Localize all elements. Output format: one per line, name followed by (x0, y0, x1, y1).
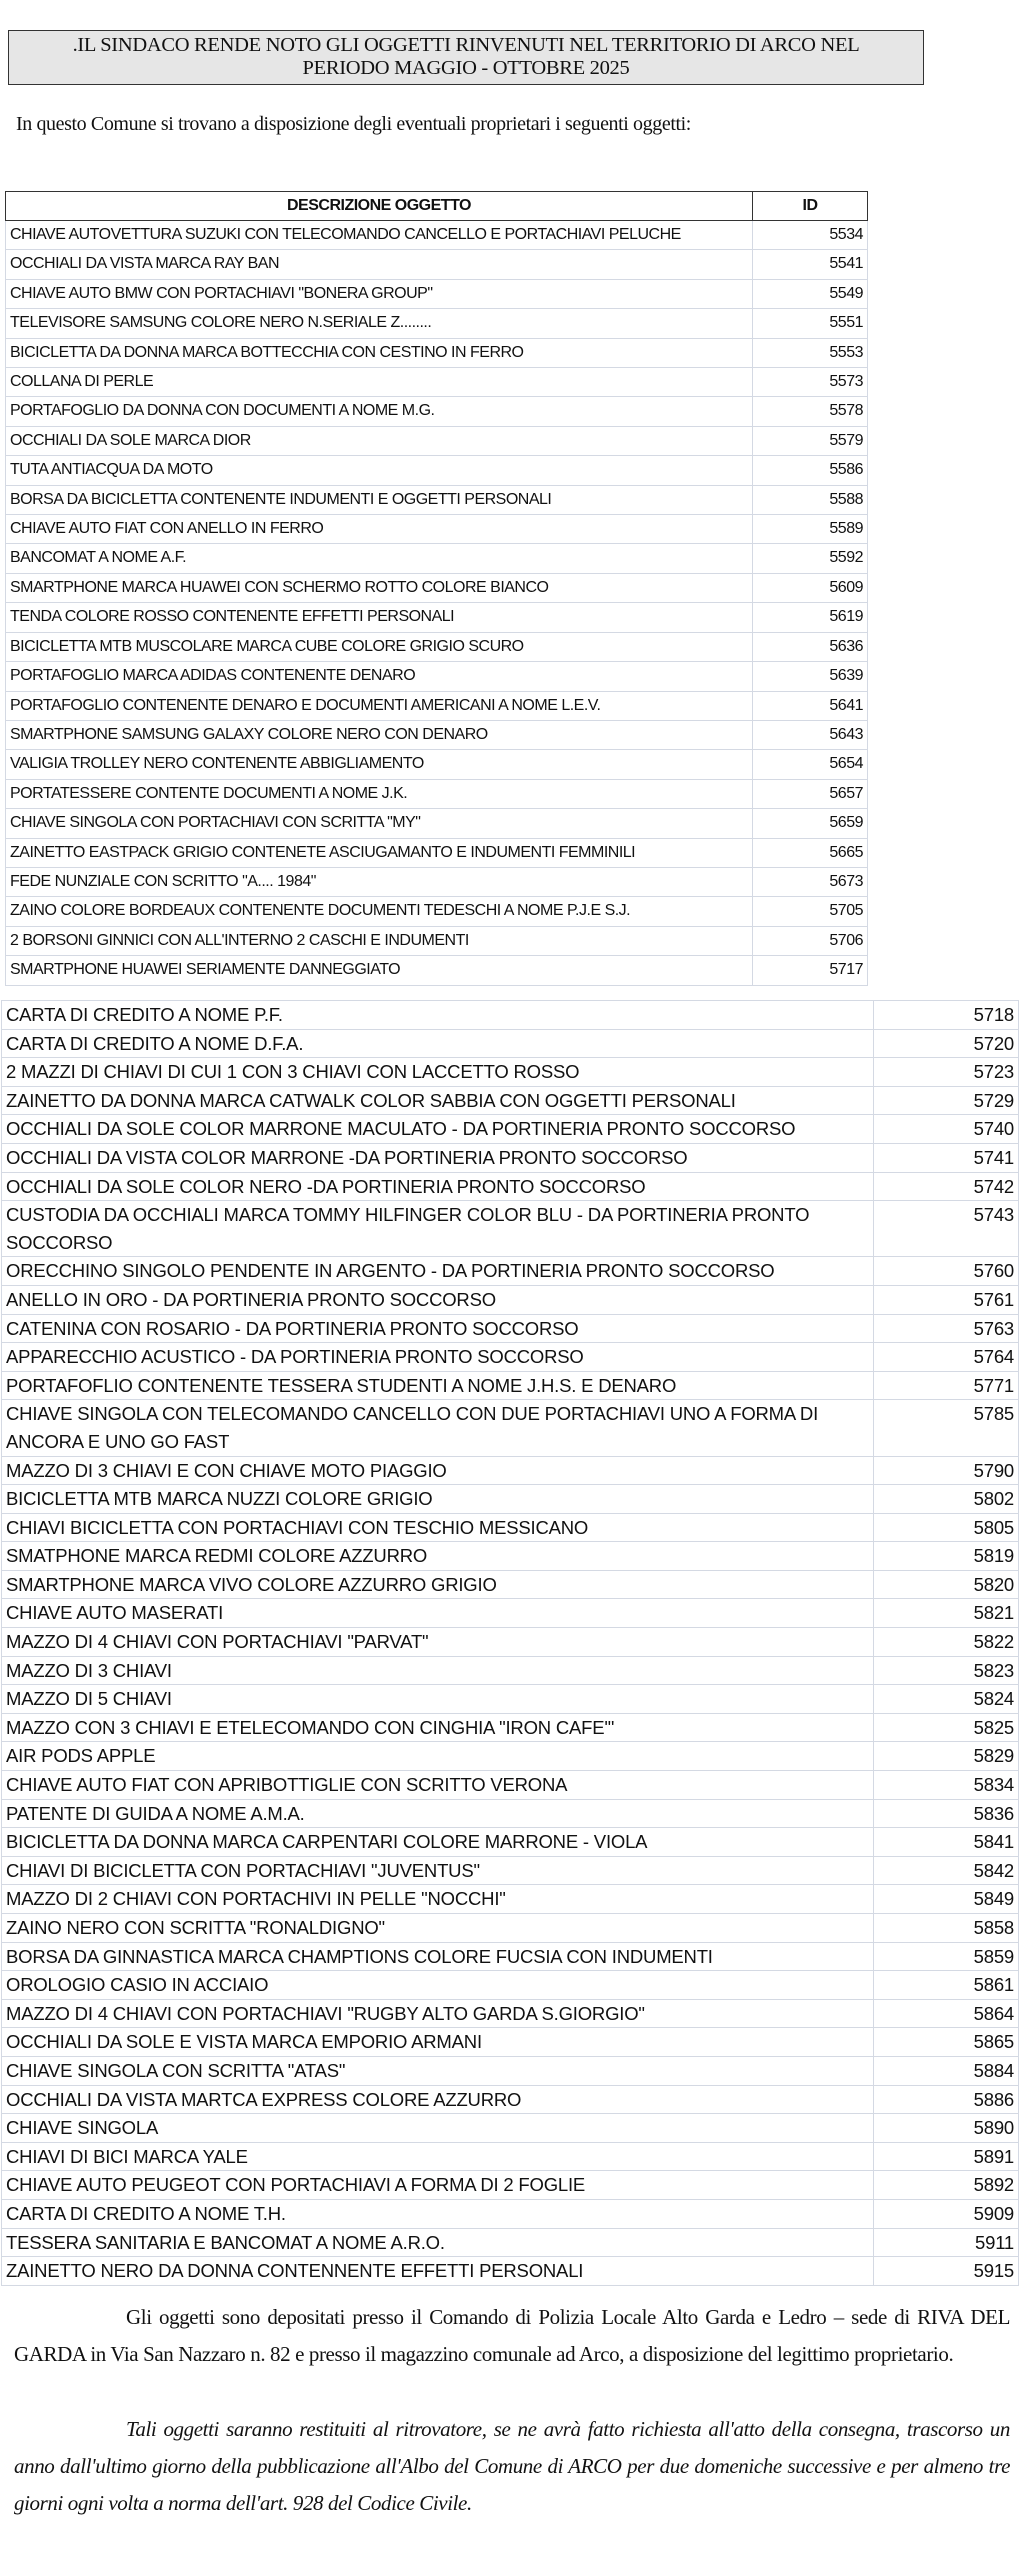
item-description: SMATPHONE MARCA REDMI COLORE AZZURRO (2, 1542, 874, 1571)
table-row (6, 838, 868, 867)
item-id: 5824 (874, 1685, 1019, 1714)
item-description: CARTA DI CREDITO A NOME D.F.A. (2, 1029, 874, 1058)
item-id: 5718 (874, 1001, 1019, 1030)
item-description: MAZZO DI 5 CHIAVI (2, 1685, 874, 1714)
item-description: MAZZO DI 2 CHIAVI CON PORTACHIVI IN PELLE "NOCCHI" (2, 1885, 874, 1914)
item-description: CATENINA CON ROSARIO - DA PORTINERIA PRONTO SOCCORSO (2, 1314, 874, 1343)
table-row (2, 2028, 1019, 2057)
item-description: BICICLETTA MTB MUSCOLARE MARCA CUBE COLORE GRIGIO SCURO (6, 632, 753, 661)
item-description: CHIAVE AUTO PEUGEOT CON PORTACHIAVI A FORMA DI 2 FOGLIE (2, 2171, 874, 2200)
item-description: CHIAVI BICICLETTA CON PORTACHIAVI CON TESCHIO MESSICANO (2, 1513, 874, 1542)
item-description: APPARECCHIO ACUSTICO - DA PORTINERIA PRONTO SOCCORSO (2, 1343, 874, 1372)
table-row (6, 338, 868, 367)
item-description: 2 MAZZI DI CHIAVI DI CUI 1 CON 3 CHIAVI CON LACCETTO ROSSO (2, 1058, 874, 1087)
item-id: 5911 (874, 2228, 1019, 2257)
table-row (2, 1115, 1019, 1144)
item-description: MAZZO DI 3 CHIAVI (2, 1656, 874, 1685)
table-row (6, 956, 868, 985)
item-id: 5836 (874, 1799, 1019, 1828)
item-id: 5821 (874, 1599, 1019, 1628)
table-row (2, 1942, 1019, 1971)
item-description: BICICLETTA MTB MARCA NUZZI COLORE GRIGIO (2, 1485, 874, 1514)
column-header-description: DESCRIZIONE OGGETTO (6, 192, 753, 221)
item-id: 5763 (874, 1314, 1019, 1343)
table-row (2, 1799, 1019, 1828)
item-id: 5820 (874, 1570, 1019, 1599)
table-row (2, 2257, 1019, 2286)
item-description: TUTA ANTIACQUA DA MOTO (6, 456, 753, 485)
column-header-id: ID (753, 192, 868, 221)
item-description: OCCHIALI DA SOLE E VISTA MARCA EMPORIO ARMANI (2, 2028, 874, 2057)
table-row (2, 1628, 1019, 1657)
table-row (2, 1599, 1019, 1628)
item-description: ANELLO IN ORO - DA PORTINERIA PRONTO SOCCORSO (2, 1285, 874, 1314)
table-row (2, 1856, 1019, 1885)
table-row (6, 926, 868, 955)
item-id: 5723 (874, 1058, 1019, 1087)
table-row (2, 2056, 1019, 2085)
item-description: MAZZO DI 4 CHIAVI CON PORTACHIAVI "RUGBY ALTO GARDA S.GIORGIO" (2, 1999, 874, 2028)
item-id: 5657 (753, 779, 868, 808)
table-row (2, 1828, 1019, 1857)
item-id: 5841 (874, 1828, 1019, 1857)
item-id: 5764 (874, 1343, 1019, 1372)
table-row (2, 2085, 1019, 2114)
item-description: CHIAVI DI BICICLETTA CON PORTACHIAVI "JUVENTUS" (2, 1856, 874, 1885)
item-description: OCCHIALI DA VISTA MARTCA EXPRESS COLORE AZZURRO (2, 2085, 874, 2114)
item-description: PORTAFOGLIO MARCA ADIDAS CONTENENTE DENARO (6, 662, 753, 691)
item-id: 5829 (874, 1742, 1019, 1771)
item-description: CHIAVE SINGOLA CON SCRITTA "ATAS" (2, 2056, 874, 2085)
table-row (2, 1513, 1019, 1542)
table-row (2, 1201, 1019, 1257)
item-description: TENDA COLORE ROSSO CONTENENTE EFFETTI PERSONALI (6, 603, 753, 632)
item-id: 5842 (874, 1856, 1019, 1885)
table-row (2, 1656, 1019, 1685)
item-description: OCCHIALI DA VISTA COLOR MARRONE -DA PORTINERIA PRONTO SOCCORSO (2, 1143, 874, 1172)
item-description: MAZZO DI 4 CHIAVI CON PORTACHIAVI "PARVAT" (2, 1628, 874, 1657)
item-id: 5864 (874, 1999, 1019, 2028)
table-row (2, 1285, 1019, 1314)
found-items-table-part1 (5, 191, 868, 986)
table-row (6, 397, 868, 426)
item-id: 5659 (753, 809, 868, 838)
item-id: 5641 (753, 691, 868, 720)
item-description: BICICLETTA DA DONNA MARCA BOTTECCHIA CON CESTINO IN FERRO (6, 338, 753, 367)
item-id: 5790 (874, 1456, 1019, 1485)
item-description: CHIAVE AUTO BMW CON PORTACHIAVI "BONERA GROUP" (6, 279, 753, 308)
table-row (2, 2142, 1019, 2171)
table-row (2, 2171, 1019, 2200)
item-description: BANCOMAT A NOME A.F. (6, 544, 753, 573)
item-description: OCCHIALI DA SOLE COLOR NERO -DA PORTINERIA PRONTO SOCCORSO (2, 1172, 874, 1201)
item-description: TELEVISORE SAMSUNG COLORE NERO N.SERIALE Z........ (6, 309, 753, 338)
item-id: 5805 (874, 1513, 1019, 1542)
item-description: PORTAFOGLIO DA DONNA CON DOCUMENTI A NOME M.G. (6, 397, 753, 426)
item-id: 5534 (753, 221, 868, 250)
item-id: 5636 (753, 632, 868, 661)
item-id: 5553 (753, 338, 868, 367)
table-row (6, 368, 868, 397)
item-id: 5573 (753, 368, 868, 397)
item-description: OCCHIALI DA VISTA MARCA RAY BAN (6, 250, 753, 279)
table-row (2, 1371, 1019, 1400)
item-description: ZAINETTO EASTPACK GRIGIO CONTENETE ASCIUGAMANTO E INDUMENTI FEMMINILI (6, 838, 753, 867)
table-row (6, 456, 868, 485)
item-description: FEDE NUNZIALE CON SCRITTO "A.... 1984" (6, 867, 753, 896)
item-description: OCCHIALI DA SOLE COLOR MARRONE MACULATO - DA PORTINERIA PRONTO SOCCORSO (2, 1115, 874, 1144)
item-id: 5834 (874, 1771, 1019, 1800)
item-description: SMARTPHONE SAMSUNG GALAXY COLORE NERO CON DENARO (6, 720, 753, 749)
table-row (2, 1143, 1019, 1172)
item-description: BORSA DA GINNASTICA MARCA CHAMPTIONS COLORE FUCSIA CON INDUMENTI (2, 1942, 874, 1971)
item-id: 5884 (874, 2056, 1019, 2085)
table-row (6, 544, 868, 573)
table-row (6, 897, 868, 926)
table-row (6, 720, 868, 749)
item-id: 5858 (874, 1914, 1019, 1943)
table-row (2, 1542, 1019, 1571)
table-row (6, 867, 868, 896)
item-description: 2 BORSONI GINNICI CON ALL'INTERNO 2 CASCHI E INDUMENTI (6, 926, 753, 955)
item-description: SMARTPHONE MARCA HUAWEI CON SCHERMO ROTTO COLORE BIANCO (6, 573, 753, 602)
item-id: 5822 (874, 1628, 1019, 1657)
item-id: 5740 (874, 1115, 1019, 1144)
item-description: CARTA DI CREDITO A NOME T.H. (2, 2199, 874, 2228)
item-id: 5891 (874, 2142, 1019, 2171)
item-description: CARTA DI CREDITO A NOME P.F. (2, 1001, 874, 1030)
item-description: OCCHIALI DA SOLE MARCA DIOR (6, 426, 753, 455)
item-description: ZAINETTO NERO DA DONNA CONTENNENTE EFFETTI PERSONALI (2, 2257, 874, 2286)
item-id: 5819 (874, 1542, 1019, 1571)
return-conditions-paragraph: Tali oggetti saranno restituiti al ritrovatore, se ne avrà fatto richiesta all'atto della consegna, trascorso un anno dall'ultimo giorno della pubblicazione all'Albo del Comune di ARCO per due domeniche successive e per almeno tre giorni ogni volta a norma dell'art. 928 del Codice Civile. (14, 2417, 1010, 2515)
table-row (6, 515, 868, 544)
item-id: 5760 (874, 1257, 1019, 1286)
table-row (2, 1713, 1019, 1742)
table-row (6, 809, 868, 838)
item-description: SMARTPHONE MARCA VIVO COLORE AZZURRO GRIGIO (2, 1570, 874, 1599)
table-row (2, 1485, 1019, 1514)
table-row (2, 1999, 1019, 2028)
item-id: 5717 (753, 956, 868, 985)
item-description: CHIAVE AUTO FIAT CON ANELLO IN FERRO (6, 515, 753, 544)
table-row (2, 1971, 1019, 2000)
table-row (2, 1570, 1019, 1599)
table-row (2, 1172, 1019, 1201)
table-row (2, 1456, 1019, 1485)
item-description: CHIAVE SINGOLA CON PORTACHIAVI CON SCRITTA "MY" (6, 809, 753, 838)
table-row (2, 1685, 1019, 1714)
item-id: 5643 (753, 720, 868, 749)
table-row (2, 1771, 1019, 1800)
item-id: 5589 (753, 515, 868, 544)
item-description: ZAINO NERO CON SCRITTA "RONALDIGNO" (2, 1914, 874, 1943)
table-row (2, 1742, 1019, 1771)
table-row (2, 1343, 1019, 1372)
item-id: 5673 (753, 867, 868, 896)
item-description: COLLANA DI PERLE (6, 368, 753, 397)
item-id: 5551 (753, 309, 868, 338)
item-description: CHIAVE AUTOVETTURA SUZUKI CON TELECOMANDO CANCELLO E PORTACHIAVI PELUCHE (6, 221, 753, 250)
table-row (6, 603, 868, 632)
item-description: CHIAVE SINGOLA CON TELECOMANDO CANCELLO CON DUE PORTACHIAVI UNO A FORMA DI ANCORA E UNO GO FAST (2, 1400, 874, 1456)
item-description: PORTAFOFLIO CONTENENTE TESSERA STUDENTI A NOME J.H.S. E DENARO (2, 1371, 874, 1400)
item-id: 5849 (874, 1885, 1019, 1914)
item-id: 5771 (874, 1371, 1019, 1400)
item-id: 5865 (874, 2028, 1019, 2057)
item-id: 5823 (874, 1656, 1019, 1685)
table-row (2, 2228, 1019, 2257)
table-row (2, 1086, 1019, 1115)
item-id: 5785 (874, 1400, 1019, 1456)
item-id: 5639 (753, 662, 868, 691)
item-id: 5909 (874, 2199, 1019, 2228)
table-row (2, 1029, 1019, 1058)
item-id: 5609 (753, 573, 868, 602)
item-id: 5743 (874, 1201, 1019, 1257)
table-row (2, 1400, 1019, 1456)
item-description: BORSA DA BICICLETTA CONTENENTE INDUMENTI E OGGETTI PERSONALI (6, 485, 753, 514)
item-id: 5802 (874, 1485, 1019, 1514)
item-description: CUSTODIA DA OCCHIALI MARCA TOMMY HILFINGER COLOR BLU - DA PORTINERIA PRONTO SOCCORSO (2, 1201, 874, 1257)
item-description: CHIAVE SINGOLA (2, 2114, 874, 2143)
table-row (6, 662, 868, 691)
item-description: PATENTE DI GUIDA A NOME A.M.A. (2, 1799, 874, 1828)
notice-title-line2: PERIODO MAGGIO - OTTOBRE 2025 (302, 57, 630, 79)
item-id: 5861 (874, 1971, 1019, 2000)
item-id: 5892 (874, 2171, 1019, 2200)
table-row (6, 691, 868, 720)
item-description: CHIAVI DI BICI MARCA YALE (2, 2142, 874, 2171)
item-id: 5549 (753, 279, 868, 308)
item-id: 5890 (874, 2114, 1019, 2143)
item-id: 5825 (874, 1713, 1019, 1742)
item-description: MAZZO DI 3 CHIAVI E CON CHIAVE MOTO PIAGGIO (2, 1456, 874, 1485)
item-id: 5705 (753, 897, 868, 926)
item-description: TESSERA SANITARIA E BANCOMAT A NOME A.R.O. (2, 2228, 874, 2257)
table-row (2, 2199, 1019, 2228)
item-id: 5915 (874, 2257, 1019, 2286)
item-description: PORTAFOGLIO CONTENENTE DENARO E DOCUMENTI AMERICANI A NOME L.E.V. (6, 691, 753, 720)
intro-text: In questo Comune si trovano a disposizione degli eventuali proprietari i seguenti oggetti: (16, 113, 691, 135)
item-description: ZAINETTO DA DONNA MARCA CATWALK COLOR SABBIA CON OGGETTI PERSONALI (2, 1086, 874, 1115)
item-description: ZAINO COLORE BORDEAUX CONTENENTE DOCUMENTI TEDESCHI A NOME P.J.E S.J. (6, 897, 753, 926)
item-description: VALIGIA TROLLEY NERO CONTENENTE ABBIGLIAMENTO (6, 750, 753, 779)
table-row (2, 1058, 1019, 1087)
item-id: 5729 (874, 1086, 1019, 1115)
table-row (2, 1257, 1019, 1286)
item-id: 5761 (874, 1285, 1019, 1314)
notice-title-line1: .IL SINDACO RENDE NOTO GLI OGGETTI RINVENUTI NEL TERRITORIO DI ARCO NEL (72, 34, 860, 56)
table-row (6, 221, 868, 250)
item-description: MAZZO CON 3 CHIAVI E ETELECOMANDO CON CINGHIA "IRON CAFE'" (2, 1713, 874, 1742)
item-description: ORECCHINO SINGOLO PENDENTE IN ARGENTO - DA PORTINERIA PRONTO SOCCORSO (2, 1257, 874, 1286)
table-row (2, 1885, 1019, 1914)
deposit-location-paragraph: Gli oggetti sono depositati presso il Comando di Polizia Locale Alto Garda e Ledro – sede di RIVA DEL GARDA in Via San Nazzaro n. 82 e presso il magazzino comunale ad Arco, a disposizione del legittimo proprietario. (14, 2305, 1010, 2366)
table-row (2, 2114, 1019, 2143)
item-id: 5578 (753, 397, 868, 426)
table-row (6, 279, 868, 308)
item-description: SMARTPHONE HUAWEI SERIAMENTE DANNEGGIATO (6, 956, 753, 985)
table-row (6, 250, 868, 279)
item-id: 5592 (753, 544, 868, 573)
table-row (6, 309, 868, 338)
item-description: CHIAVE AUTO FIAT CON APRIBOTTIGLIE CON SCRITTO VERONA (2, 1771, 874, 1800)
found-items-table-part2 (1, 1000, 1019, 2286)
table-row (2, 1914, 1019, 1943)
table-row (6, 632, 868, 661)
item-id: 5654 (753, 750, 868, 779)
item-id: 5579 (753, 426, 868, 455)
table-row (2, 1001, 1019, 1030)
item-id: 5706 (753, 926, 868, 955)
table-row (6, 485, 868, 514)
notice-title-box (8, 30, 924, 85)
table-row (6, 750, 868, 779)
item-description: OROLOGIO CASIO IN ACCIAIO (2, 1971, 874, 2000)
item-id: 5588 (753, 485, 868, 514)
table-row (2, 1314, 1019, 1343)
item-id: 5886 (874, 2085, 1019, 2114)
item-id: 5742 (874, 1172, 1019, 1201)
item-id: 5720 (874, 1029, 1019, 1058)
item-description: AIR PODS APPLE (2, 1742, 874, 1771)
item-id: 5741 (874, 1143, 1019, 1172)
item-description: BICICLETTA DA DONNA MARCA CARPENTARI COLORE MARRONE - VIOLA (2, 1828, 874, 1857)
item-description: CHIAVE AUTO MASERATI (2, 1599, 874, 1628)
table-row (6, 779, 868, 808)
item-id: 5586 (753, 456, 868, 485)
table-header-row (6, 192, 868, 221)
table-row (6, 426, 868, 455)
item-description: PORTATESSERE CONTENTE DOCUMENTI A NOME J.K. (6, 779, 753, 808)
item-id: 5619 (753, 603, 868, 632)
item-id: 5859 (874, 1942, 1019, 1971)
table-row (6, 573, 868, 602)
item-id: 5541 (753, 250, 868, 279)
item-id: 5665 (753, 838, 868, 867)
